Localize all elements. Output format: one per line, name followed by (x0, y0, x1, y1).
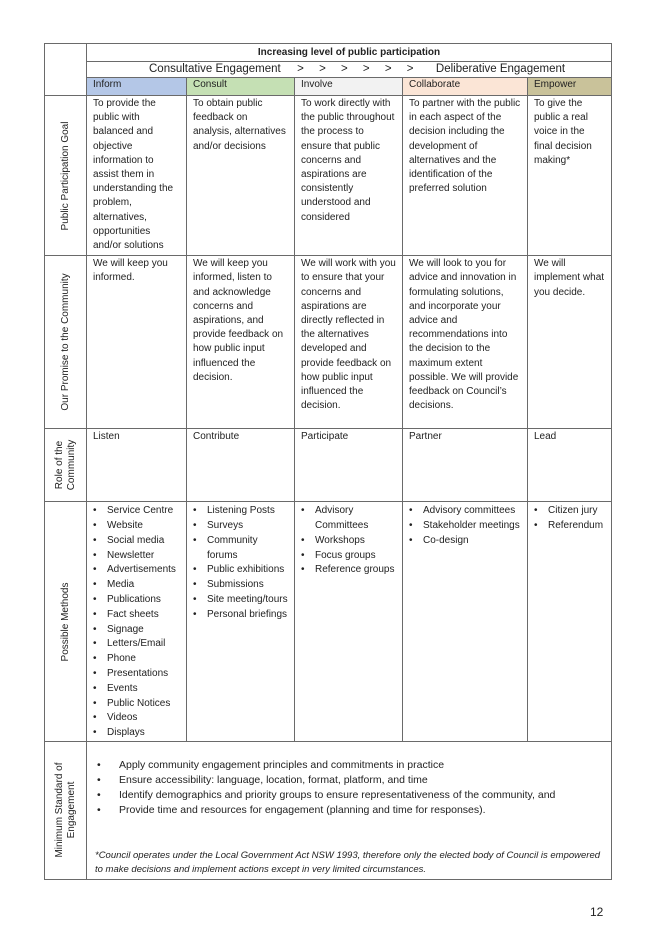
list-item: • Personal briefings (207, 608, 290, 623)
list-item: • Events (107, 682, 182, 697)
role-row (45, 429, 612, 502)
methods-row (45, 502, 612, 742)
list-item: • Citizen jury (548, 504, 607, 519)
methods-collaborate-list (403, 502, 527, 548)
list-item: • Apply community engagement principles and commitments in practice (119, 758, 601, 773)
list-item: • Submissions (207, 578, 290, 593)
list-item: • Site meeting/tours (207, 593, 290, 608)
row-label-role: Role of the Community (45, 429, 87, 502)
list-item: • Signage (107, 623, 182, 638)
spectrum-left-label: Consultative Engagement (149, 63, 281, 75)
row-label-methods: Possible Methods (45, 502, 87, 742)
matrix-title: Increasing level of public participation (87, 44, 612, 62)
list-item: • Workshops (315, 534, 398, 549)
promise-row (45, 256, 612, 429)
list-item: • Advertisements (107, 563, 182, 578)
list-item: • Public exhibitions (207, 563, 290, 578)
standard-list (87, 742, 611, 818)
list-item: • Website (107, 519, 182, 534)
methods-consult-list (187, 502, 294, 622)
promise-collaborate: We will look to you for advice and innovation in formulating solutions, and incorporate your advice and recommendations into the decision to the maximum extent possible. We will provide feedback on Council’s decisions. (409, 258, 519, 412)
goal-inform: To provide the public with balanced and objective information to assist them in understanding the problem, alternatives, opportunities and/or solutions (93, 98, 174, 252)
list-item: • Displays (107, 726, 182, 741)
spectrum-row (87, 62, 612, 78)
methods-empower-list (528, 502, 611, 534)
level-involve: Involve (295, 78, 403, 96)
list-item: • Surveys (207, 519, 290, 534)
list-item: • Media (107, 578, 182, 593)
promise-involve: We will work with you to ensure that your concerns and aspirations are directly reflected in the alternatives developed and provide feedback on how public input influenced the decision. (301, 258, 396, 412)
list-item: • Advisory committees (423, 504, 523, 519)
promise-inform: We will keep you informed. (93, 258, 168, 284)
list-item: • Listening Posts (207, 504, 290, 519)
list-item: • Service Centre (107, 504, 182, 519)
list-item: • Fact sheets (107, 608, 182, 623)
role-inform: Listen (93, 431, 120, 443)
list-item: • Videos (107, 711, 182, 726)
role-consult: Contribute (193, 431, 240, 443)
corner-cell (45, 44, 87, 96)
list-item: • Presentations (107, 667, 182, 682)
level-empower: Empower (528, 78, 612, 96)
list-item: • Focus groups (315, 549, 398, 564)
list-item: • Newsletter (107, 549, 182, 564)
list-item: • Ensure accessibility: language, location, format, platform, and time (119, 773, 601, 788)
list-item: • Social media (107, 534, 182, 549)
list-item: • Identify demographics and priority groups to ensure representativeness of the community, and (119, 788, 601, 803)
list-item: • Publications (107, 593, 182, 608)
list-item: • Reference groups (315, 563, 398, 578)
methods-inform-list (87, 502, 186, 741)
goal-involve: To work directly with the public throughout the process to ensure that public concerns and aspirations are consistently understood and considered (301, 98, 395, 223)
role-empower: Lead (534, 431, 557, 443)
spectrum-right-label: Deliberative Engagement (435, 63, 566, 75)
list-item: • Co-design (423, 534, 523, 549)
role-collaborate: Partner (409, 431, 442, 443)
standard-row (45, 741, 612, 879)
promise-empower: We will implement what you decide. (534, 258, 605, 298)
page-number: 12 (590, 905, 604, 919)
level-consult: Consult (187, 78, 295, 96)
promise-consult: We will keep you informed, listen to and acknowledge concerns and aspirations, and provide feedback on how public input influenced the decision. (193, 258, 284, 383)
row-label-standard: Minimum Standard of Engagement (45, 741, 87, 879)
methods-involve-list (295, 502, 402, 578)
level-collaborate: Collaborate (403, 78, 528, 96)
standard-cell (87, 741, 612, 879)
list-item: • Public Notices (107, 697, 182, 712)
spectrum-arrows: > > > > > > (297, 63, 420, 75)
goal-collaborate: To partner with the public in each aspect of the decision including the development of alternatives and the identification of the preferred solution (409, 98, 521, 195)
list-item: • Stakeholder meetings (423, 519, 523, 534)
engagement-matrix (44, 43, 612, 880)
footnote: *Council operates under the Local Government Act NSW 1993, therefore only the elected body of Council is empowered to make decisions and implement actions except in very limited circumstances. (95, 849, 601, 875)
goal-consult: To obtain public feedback on analysis, alternatives and/or decisions (193, 98, 286, 152)
list-item: • Phone (107, 652, 182, 667)
list-item: • Advisory Committees (315, 504, 398, 534)
level-inform: Inform (87, 78, 187, 96)
row-label-goal: Public Participation Goal (45, 96, 87, 256)
goal-row (45, 96, 612, 256)
list-item: • Referendum (548, 519, 607, 534)
list-item: • Community forums (207, 534, 290, 564)
goal-empower: To give the public a real voice in the final decision making* (534, 98, 592, 166)
role-involve: Participate (301, 431, 349, 443)
list-item: • Provide time and resources for engagement (planning and time for responses). (119, 803, 601, 818)
list-item: • Letters/Email (107, 637, 182, 652)
row-label-promise: Our Promise to the Community (45, 256, 87, 429)
